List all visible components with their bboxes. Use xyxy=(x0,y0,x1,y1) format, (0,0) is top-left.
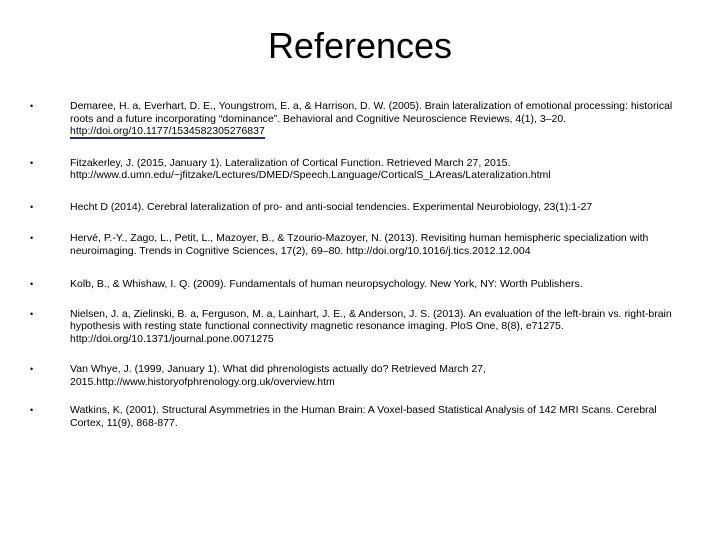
reference-text: Nielsen, J. a, Zielinski, B. a, Ferguson, M. a, Lainhart, J. E., & Anderson, J. S. (2013). An evaluation of the left-brain vs. right-brain hypothesis with resting state functional connectivity magnetic resonance imaging. PloS One, 8(8), e71275. http://doi.org/10.1371/journal.pone.0071275 xyxy=(70,307,672,345)
reference-text: Hervé, P.-Y., Zago, L., Petit, L., Mazoyer, B., & Tzourio-Mazoyer, N. (2013). Revisiting human hemispheric specialization with neuroimaging. Trends in Cognitive Sciences, 17(2), 69–80. http://doi.org/10.1016/j.tics.2012.12.004 xyxy=(70,232,649,257)
reference-item-8 xyxy=(30,404,680,429)
reference-item-6 xyxy=(30,308,680,346)
bullet-icon: • xyxy=(30,157,34,168)
bullet-icon: • xyxy=(30,405,34,415)
bullet-icon: • xyxy=(30,364,34,374)
bullet-icon: • xyxy=(30,279,34,289)
bullet-icon: • xyxy=(30,308,34,319)
bullet-icon: • xyxy=(30,233,34,243)
reference-item-7 xyxy=(30,363,680,388)
reference-text: Fitzakerley, J. (2015, January 1). Lateralization of Cortical Function. Retrieved March 27, 2015. http://www.d.umn.edu/~jfitzake/Lectures/DMED/Speech.Language/CorticalS_LAreas/Lateralization.html xyxy=(70,156,551,181)
reference-item-2 xyxy=(30,157,680,182)
reference-text: Demaree, H. a, Everhart, D. E., Youngstrom, E. a, & Harrison, D. W. (2005). Brain lateralization of emotional processing: historical roots and a future incorporating “dominance”. Behavioral and Cognitive Neuroscience Reviews, 4(1), 3–20. xyxy=(70,100,673,125)
reference-item-4 xyxy=(30,232,680,257)
reference-text: Watkins, K. (2001). Structural Asymmetries in the Human Brain: A Voxel-based Statistical Analysis of 142 MRI Scans. Cerebral Cortex, 11(9), 868-877. xyxy=(70,404,657,429)
bullet-icon: • xyxy=(30,201,34,212)
reference-text: Van Whye, J. (1999, January 1). What did phrenologists actually do? Retrieved March 27, 2015.http://www.historyofphrenology.org.uk/overview.htm xyxy=(70,363,486,388)
reference-text: Kolb, B., & Whishaw, I. Q. (2009). Fundamentals of human neuropsychology. New York, NY: Worth Publishers. xyxy=(70,278,583,290)
reference-item-1 xyxy=(30,100,680,138)
bullet-icon: • xyxy=(30,101,34,111)
reference-list xyxy=(30,100,680,443)
reference-item-3 xyxy=(30,201,680,214)
reference-text: Hecht D (2014). Cerebral lateralization of pro- and anti-social tendencies. Experimental Neurobiology, 23(1):1-27 xyxy=(70,200,593,213)
reference-link[interactable]: http://doi.org/10.1177/1534582305276837 xyxy=(70,125,265,137)
reference-item-5 xyxy=(30,278,680,291)
page-title: References xyxy=(267,25,453,66)
